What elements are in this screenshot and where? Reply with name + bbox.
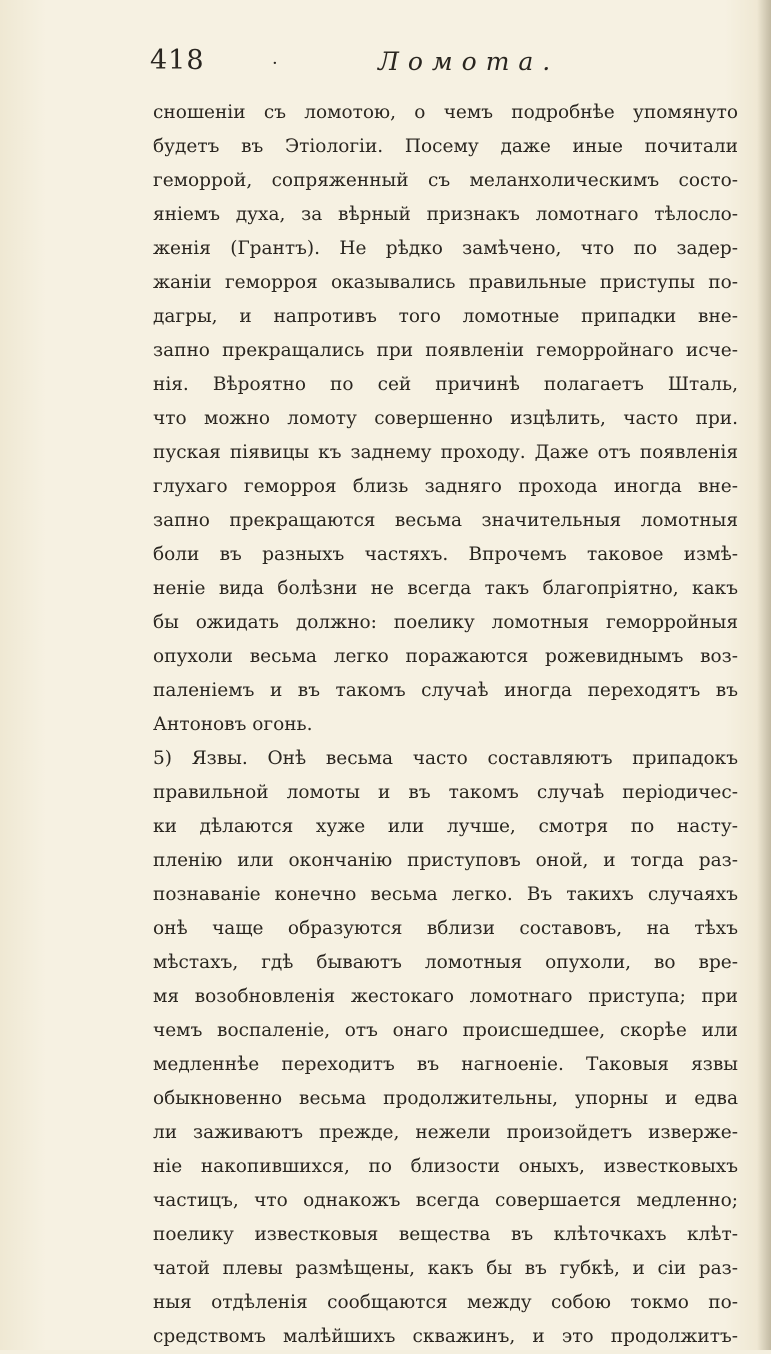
text-line: запно прекращались при появленіи геморройнаго исче- [153,340,738,361]
text-line: ки дѣлаются хуже или лучше, смотря по насту- [153,816,738,837]
text-line: правильной ломоты и въ такомъ случаѣ періодичес- [153,782,738,803]
text-line: будетъ въ Этіологіи. Посему даже иные почитали [153,136,738,157]
text-line: боли въ разныхъ частяхъ. Впрочемъ таковое измѣ- [153,544,738,565]
text-line: нія. Вѣроятно по сей причинѣ полагаетъ Шталь, [153,374,738,395]
page-header [150,45,570,85]
text-line: паленіемъ и въ такомъ случаѣ иногда переходятъ въ [153,680,738,701]
text-line: мя возобновленія жестокаго ломотнаго приступа; при [153,986,738,1007]
running-title: Ломота. [378,47,560,76]
text-line: мѣстахъ, гдѣ бываютъ ломотныя опухоли, во вре- [153,952,738,973]
text-line: чемъ воспаленіе, отъ онаго происшедшее, скорѣе или [153,1020,738,1041]
text-line: неніе вида болѣзни не всегда такъ благопріятно, какъ [153,578,738,599]
text-line: ніе накопившихся, по близости оныхъ, известковыхъ [153,1156,738,1177]
text-line: сношеніи съ ломотою, о чемъ подробнѣе упомянуто [153,102,738,123]
text-line: средствомъ малѣйшихъ скважинъ, и это продолжитъ- [153,1326,738,1347]
paragraph-start-line: 5) Язвы. Онѣ весьма часто составляютъ припадокъ [153,748,738,769]
text-line: обыкновенно весьма продолжительны, упорны и едва [153,1088,738,1109]
text-line: ныя отдѣленія сообщаются между собою токмо по- [153,1292,738,1313]
text-line: бы ожидать должно: поелику ломотныя геморройныя [153,612,738,633]
text-line: жаніи геморроя оказывались правильные приступы по- [153,272,738,293]
text-line: запно прекращаются весьма значительныя ломотныя [153,510,738,531]
text-line: опухоли весьма легко поражаются рожевиднымъ воз- [153,646,738,667]
text-line: частицъ, что однакожъ всегда совершается медленно; [153,1190,738,1211]
text-line: ли заживаютъ прежде, нежели произойдетъ изверже- [153,1122,738,1143]
body-text [153,96,738,1354]
text-line: геморрой, сопряженный съ меланхолическимъ состо- [153,170,738,191]
header-separator-dot: · [272,53,278,74]
text-line: онѣ чаще образуются вблизи составовъ, на тѣхъ [153,918,738,939]
text-line: пуская піявицы къ заднему проходу. Даже отъ появленія [153,442,738,463]
text-line: яніемъ духа, за вѣрный признакъ ломотнаго тѣлосло- [153,204,738,225]
text-line: чатой плевы размѣщены, какъ бы въ губкѣ, и сіи раз- [153,1258,738,1279]
page-edge-shadow [757,0,771,1350]
text-line: познаваніе конечно весьма легко. Въ такихъ случаяхъ [153,884,738,905]
text-line: пленію или окончанію приступовъ оной, и тогда раз- [153,850,738,871]
text-line: что можно ломоту совершенно изцѣлить, часто при. [153,408,738,429]
text-line: дагры, и напротивъ того ломотные припадки вне- [153,306,738,327]
text-line: Антоновъ огонь. [153,714,313,735]
text-line: женія (Грантъ). Не рѣдко замѣчено, что по задер- [153,238,738,259]
text-line: поелику известковыя вещества въ клѣточкахъ клѣт- [153,1224,738,1245]
page-number: 418 [150,45,205,76]
text-line: глухаго геморроя близь задняго прохода иногда вне- [153,476,738,497]
text-line: медленнѣе переходитъ въ нагноеніе. Таковыя язвы [153,1054,738,1075]
